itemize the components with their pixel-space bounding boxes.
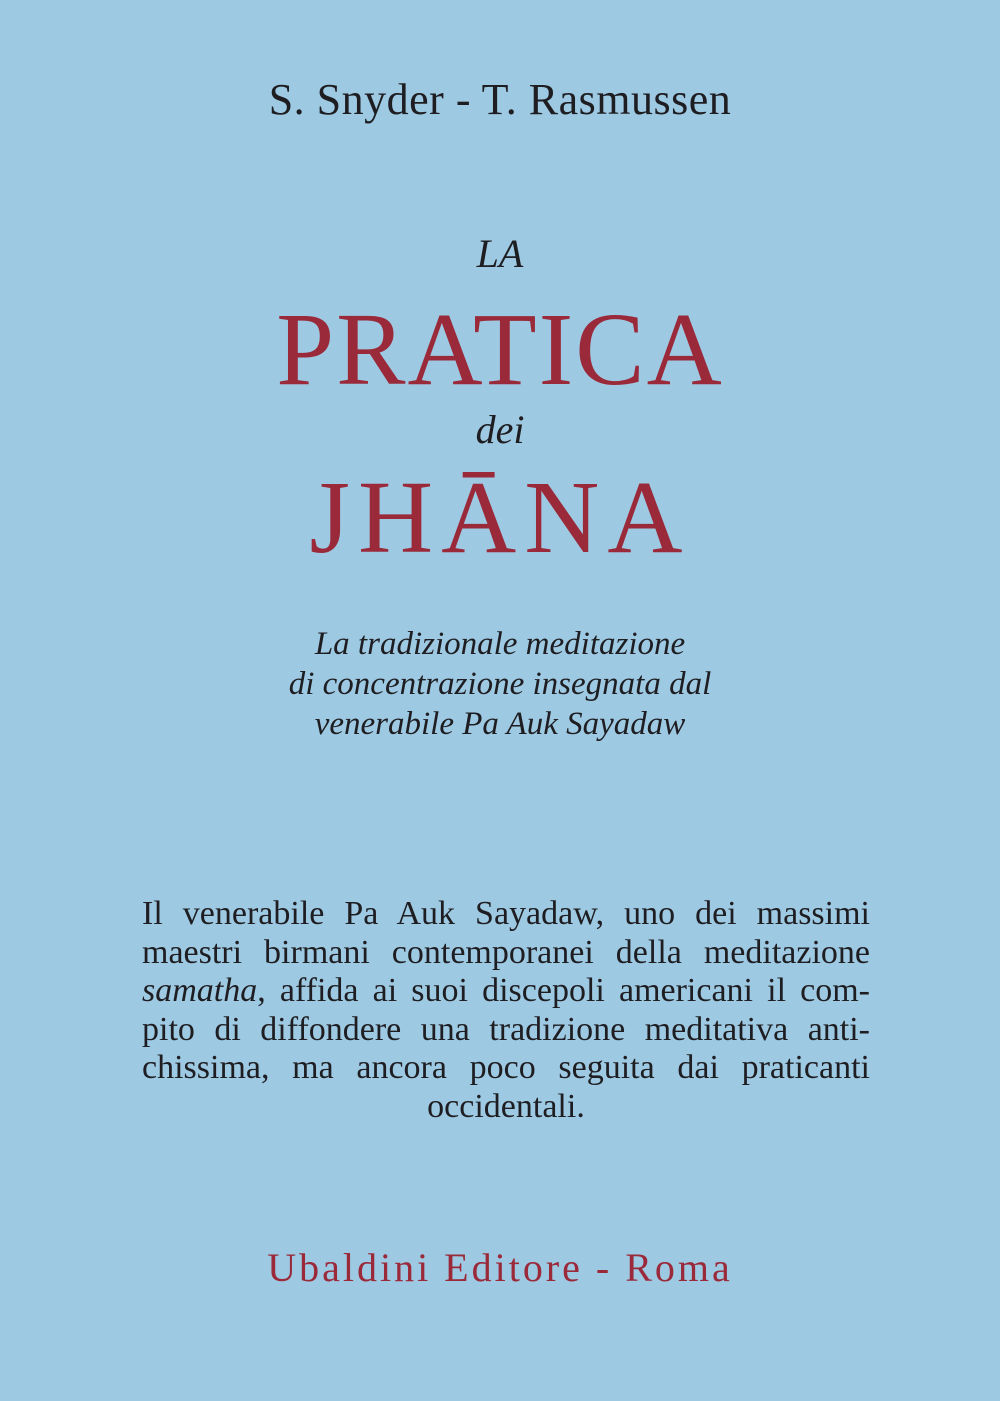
publisher: Ubaldini Editore - Roma [267,1245,733,1290]
blurb-line-rest: , affida ai suoi discepoli americani il com- [257,972,870,1009]
blurb-line: maestri birmani contemporanei della meditazione [142,933,870,971]
blurb-line: pito di diffondere una tradizione meditativa anti- [142,1010,870,1048]
blurb-italic-term: samatha [142,972,258,1009]
title-jhana: JHĀNA [309,460,691,575]
title-article: LA [476,231,524,276]
blurb-line [142,972,870,1011]
subtitle-line: di concentrazione insegnata dal [288,666,712,702]
blurb [142,895,870,1126]
title-main: PRATICA [276,292,724,407]
authors: S. Snyder - T. Rasmussen [268,75,732,124]
blurb-line: occidentali. [427,1087,585,1125]
subtitle-line: venerabile Pa Auk Sayadaw [314,706,686,742]
subtitle [0,624,1000,744]
blurb-line: chissima, ma ancora poco seguita dai praticanti [142,1049,870,1086]
subtitle-line: La tradizionale meditazione [314,626,686,662]
title-preposition: dei [475,407,525,452]
blurb-line: Il venerabile Pa Auk Sayadaw, uno dei massimi [142,895,870,932]
